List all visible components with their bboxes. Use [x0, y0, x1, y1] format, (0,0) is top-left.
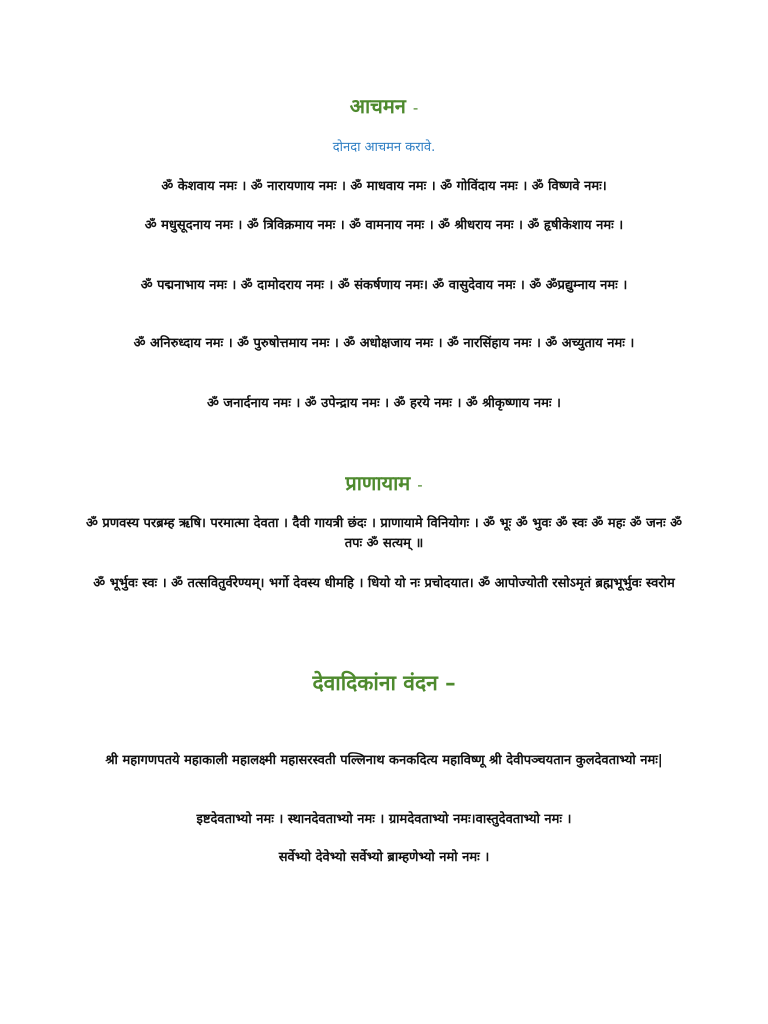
pranayam-verse-1: ॐ प्रणवस्य परब्रम्ह ऋषि। परमात्मा देवता । दैवी गायत्री छंदः । प्राणायामे विनियोगः । ॐ भूः ॐ भुवः ॐ स्वः ॐ महः ॐ जनः ॐ तपः ॐ सत्यम् ॥: [85, 516, 683, 551]
vandan-heading-text: देवादिकांना वंदन: [312, 671, 438, 695]
achaman-verse-4: ॐ अनिरुध्दाय नमः । ॐ पुरुषोत्तमाय नमः । ॐ अधोक्षजाय नमः । ॐ नारसिंहाय नमः । ॐ अच्युताय नमः ।: [133, 336, 635, 351]
pranayam-heading-text: प्राणायाम: [345, 471, 411, 495]
achaman-verse-2: ॐ मधुसूदनाय नमः । ॐ त्रिविक्रमाय नमः । ॐ वामनाय नमः । ॐ श्रीधराय नमः । ॐ हृषीकेशाय नमः ।: [144, 218, 624, 233]
vandan-heading-dash: –: [445, 671, 456, 695]
pranayam-verse-2: ॐ भूर्भुवः स्वः । ॐ तत्सवितुर्वरेण्यम्। भर्गो देवस्य धीमहि । धियो यो नः प्रचोदयात। ॐ आपोज्योती रसोऽमृतं ब्रह्मभूर्भुवः स्वरोम: [93, 576, 675, 591]
achaman-verse-1: ॐ केशवाय नमः । ॐ नारायणाय नमः । ॐ माधवाय नमः । ॐ गोविंदाय नमः । ॐ विष्णवे नमः।: [161, 179, 607, 194]
vandan-heading: [84, 670, 684, 696]
achaman-verse-5: ॐ जनार्दनाय नमः । ॐ उपेन्द्राय नमः । ॐ हरये नमः । ॐ श्रीकृष्णाय नमः ।: [207, 396, 561, 411]
pranayam-heading-dash: -: [417, 476, 423, 494]
pranayam-heading: [84, 470, 684, 498]
achaman-heading-text: आचमन: [349, 94, 406, 118]
achaman-verse-3: ॐ पद्मनाभाय नमः । ॐ दामोदराय नमः । ॐ संकर्षणाय नमः। ॐ वासुदेवाय नमः । ॐ ॐप्रद्युम्नाय नमः ।: [140, 278, 628, 293]
vandan-verse-2: इष्टदेवताभ्यो नमः । स्थानदेवताभ्यो नमः । ग्रामदेवताभ्यो नमः।वास्तुदेवताभ्यो नमः ।: [196, 812, 572, 827]
vandan-verse-1: श्री महागणपतये महाकाली महालक्ष्मी महासरस्वती पल्लिनाथ कनकदित्य महाविष्णू श्री देवीपञ्चयतान कुलदेवताभ्यो नमः|: [105, 753, 663, 768]
achaman-heading-dash: -: [412, 99, 419, 117]
vandan-verse-3: सर्वेभ्यो देवेभ्यो सर्वेभ्यो ब्राम्हणेभ्यो नमो नमः ।: [278, 850, 490, 865]
achaman-heading: [84, 93, 684, 121]
achaman-instruction: दोनदा आचमन करावे.: [332, 140, 436, 155]
